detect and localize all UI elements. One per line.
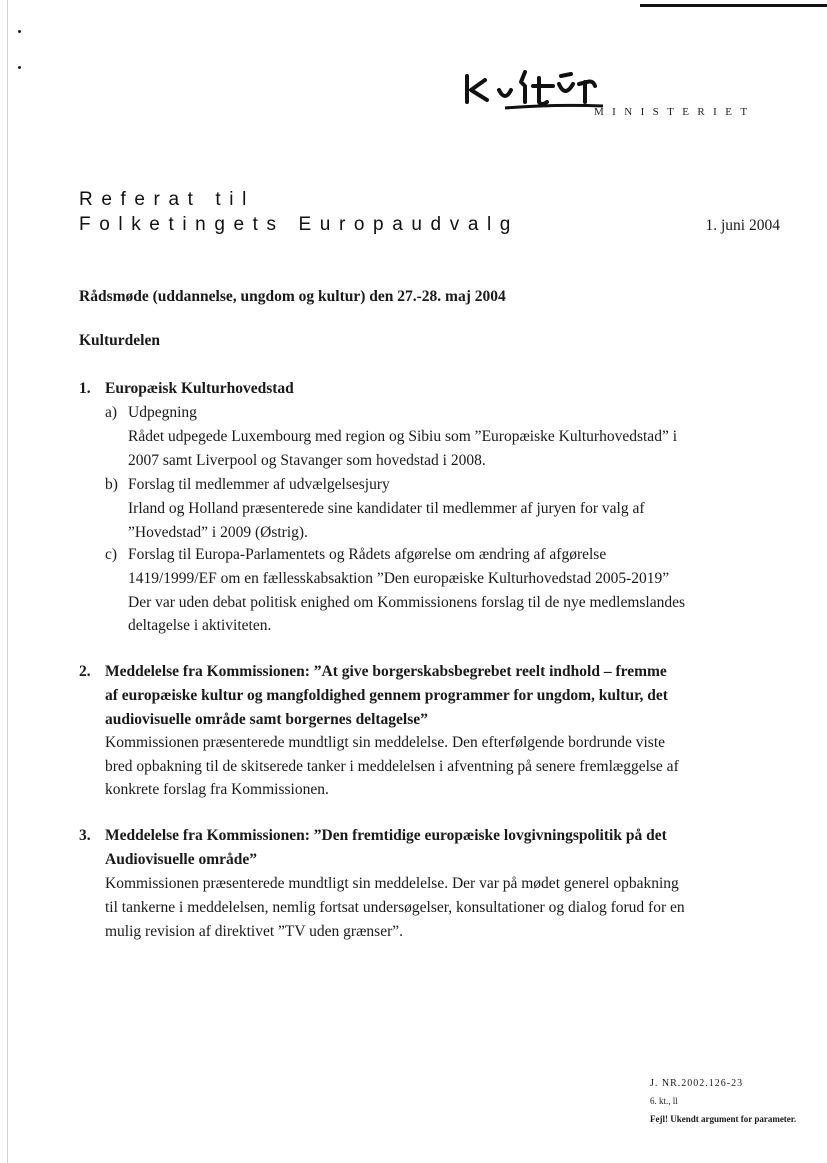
scan-edge-line — [7, 0, 8, 1163]
subitem-text-line: Irland og Holland præsenterede sine kandidater til medlemmer af juryen for valg af — [128, 500, 645, 517]
meeting-title: Rådsmøde (uddannelse, ungdom og kultur) den 27.-28. maj 2004 — [79, 288, 506, 305]
item-body-line: konkrete forslag fra Kommissionen. — [105, 781, 329, 798]
field-error-text: Fejl! Ukendt argument for parameter. — [650, 1114, 797, 1124]
section-title: Kulturdelen — [79, 332, 160, 349]
item-title-line: Meddelelse fra Kommissionen: ”Den fremtidige europæiske lovgivningspolitik på det — [105, 827, 667, 844]
journal-number: J. NR.2002.126-23 — [650, 1078, 744, 1089]
item-number: 1. — [79, 380, 91, 397]
document-date: 1. juni 2004 — [705, 217, 780, 234]
item-body-line: Kommissionen præsenterede mundtligt sin meddelelse. Den efterfølgende bordrunde viste — [105, 734, 666, 751]
subitem-text-line: 2007 samt Liverpool og Stavanger som hovedstad i 2008. — [128, 452, 486, 469]
logo-subtitle: MINISTERIET — [594, 106, 756, 118]
subitem-text-line: 1419/1999/EF om en fællesskabsaktion ”Den europæiske Kulturhovedstad 2005-2019” — [128, 570, 670, 587]
item-body-line: Kommissionen præsenterede mundtligt sin meddelelse. Der var på mødet generel opbakning — [105, 875, 679, 892]
item-title-line: Meddelelse fra Kommissionen: ”At give borgerskabsbegrebet reelt indhold – fremme — [105, 663, 667, 680]
item-title-line: audiovisuelle område samt borgernes deltagelse” — [105, 711, 428, 728]
subitem-title: Forslag til medlemmer af udvælgelsesjury — [128, 476, 390, 493]
document-heading-line1: Referat til — [79, 189, 255, 210]
document-heading-line2: Folketingets Europaudvalg — [79, 214, 519, 235]
subitem-title: Udpegning — [128, 404, 197, 421]
item-body-line: til tankerne i meddelelsen, nemlig fortsat undersøgelser, konsultationer og dialog forud for en — [105, 899, 685, 916]
office-reference: 6. kt., ll — [650, 1096, 678, 1106]
scan-speck — [18, 30, 21, 33]
subitem-letter: a) — [105, 404, 118, 421]
subitem-title: Forslag til Europa-Parlamentets og Rådets afgørelse om ændring af afgørelse — [128, 546, 607, 563]
subitem-text-line: Rådet udpegede Luxembourg med region og Sibiu som ”Europæiske Kulturhovedstad” i — [128, 428, 678, 445]
subitem-letter: b) — [105, 476, 118, 493]
scan-top-bar — [640, 4, 827, 7]
item-number: 3. — [79, 827, 91, 844]
subitem-text-line: Der var uden debat politisk enighed om Kommissionens forslag til de nye medlemslandes — [128, 594, 686, 611]
item-number: 2. — [79, 663, 91, 680]
subitem-letter: c) — [105, 546, 118, 563]
subitem-text-line: deltagelse i aktiviteten. — [128, 617, 272, 634]
item-title-line: af europæiske kultur og mangfoldighed gennem programmer for ungdom, kultur, det — [105, 687, 668, 704]
item-body-line: mulig revision af direktivet ”TV uden grænser”. — [105, 923, 404, 940]
item-title: Europæisk Kulturhovedstad — [105, 380, 294, 397]
item-body-line: bred opbakning til de skitserede tanker i meddelelsen i afventning på senere fremlæggelse af — [105, 758, 679, 775]
item-title-line: Audiovisuelle område” — [105, 851, 257, 868]
subitem-text-line: ”Hovedstad” i 2009 (Østrig). — [128, 524, 308, 541]
scan-speck — [18, 66, 21, 69]
